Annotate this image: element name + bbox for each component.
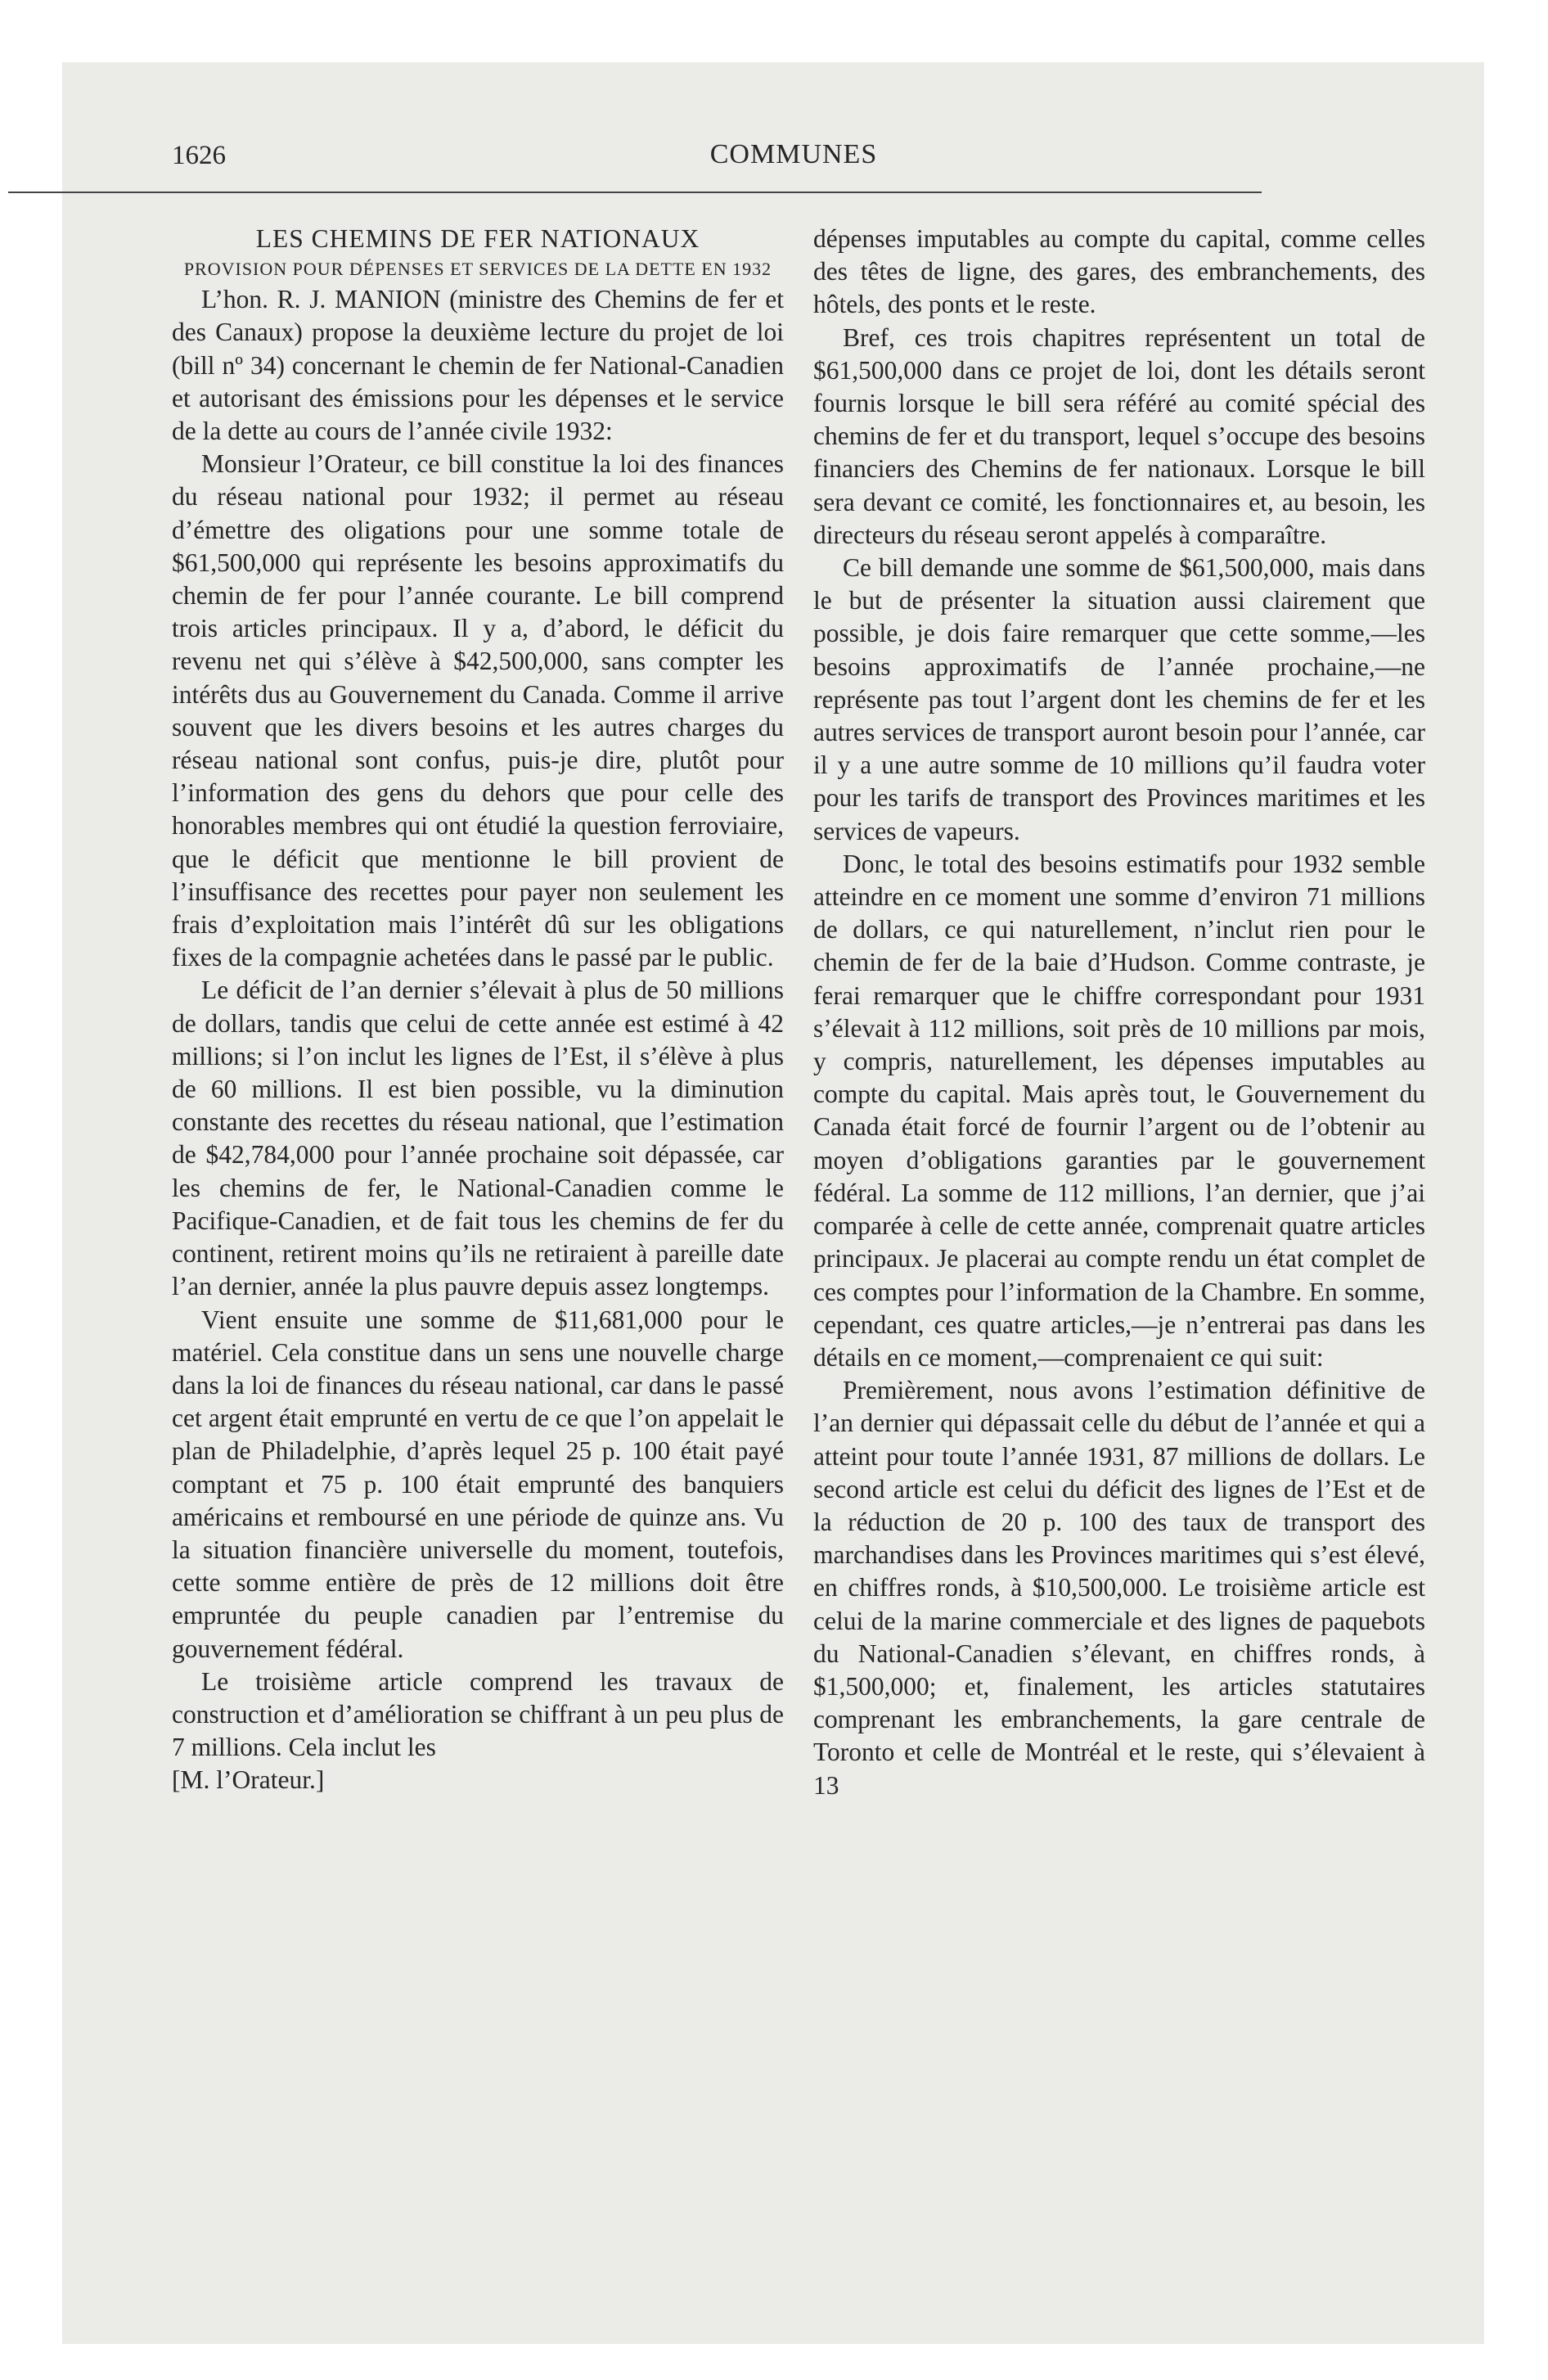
paragraph: dépenses imputables au compte du capital, comme celles des têtes de ligne, des gares, des embranchements, des hôtels, des ponts et le reste. bbox=[813, 224, 1425, 319]
paragraph: Monsieur l’Orateur, ce bill constitue la loi des finances du réseau national pour 1932; il permet au réseau d’émettre des oligations pour une somme totale de $61,500,000 qui représente les besoins approximatifs du chemin de fer pour l’année courante. Le bill comprend trois articles principaux. Il y a, d’abord, le déficit du revenu net qui s’élève à $42,500,000, sans compter les intérêts dus au Gouvernement du Canada. Comme il arrive souvent que les divers besoins et les autres charges du réseau national sont confus, puis-je dire, plutôt pour l’information des gens du dehors que pour celle des honorables membres qui ont étudié la question ferroviaire, que le déficit que mentionne le bill provient de l’insuffisance des recettes pour payer non seulement les frais d’exploitation mais l’intérêt dû sur les obligations fixes de la compagnie achetées dans le passé par le public. bbox=[172, 449, 784, 972]
right-column bbox=[813, 223, 1425, 1802]
left-column bbox=[172, 223, 784, 1797]
paragraph: Le déficit de l’an dernier s’élevait à plus de 50 millions de dollars, tandis que celui de cette année est estimé à 42 millions; si l’on inclut les lignes de l’Est, il s’élève à plus de 60 millions. Il est bien possible, vu la diminution constante des recettes du réseau national, que l’estimation de $42,784,000 pour l’année prochaine soit dépassée, car les chemins de fer, le National-Canadien comme le Pacifique-Canadien, et de fait tous les chemins de fer du continent, retirent moins qu’ils ne retiraient à pareille date l’an dernier, année la plus pauvre depuis assez longtemps. bbox=[172, 976, 784, 1301]
paragraph: Donc, le total des besoins estimatifs pour 1932 semble atteindre en ce moment une somme d’environ 71 millions de dollars, ce qui naturellement, n’inclut rien pour le chemin de fer de la baie d’Hudson. Comme contraste, je ferai remarquer que le chiffre correspondant pour 1931 s’élevait à 112 millions, soit près de 10 millions par mois, y compris, naturellement, les dépenses imputables au compte du capital. Mais après tout, le Gouvernement du Canada était forcé de fournir l’argent ou de l’obtenir au moyen d’obligations garanties par le gouvernement fédéral. La somme de 112 millions, l’an dernier, que j’ai comparée à celle de cette année, comprenait quatre articles principaux. Je placerai au compte rendu un état complet de ces comptes pour l’information de la Chambre. En somme, cependant, ces quatre articles,—je n’entrerai pas dans les détails en ce moment,—comprenaient ce qui suit: bbox=[813, 849, 1425, 1372]
running-head: COMMUNES bbox=[709, 139, 878, 169]
paragraph: Le troisième article comprend les travaux de construction et d’amélioration se chiffrant à un peu plus de 7 millions. Cela inclut les bbox=[172, 1666, 784, 1762]
page-header bbox=[164, 139, 1424, 182]
document-page bbox=[164, 139, 1425, 1800]
paragraph: L’hon. R. J. MANION (ministre des Chemins de fer et des Canaux) propose la deuxième lecture du projet de loi (bill nº 34) concernant le chemin de fer National-Canadien et autorisant des émissions pour les dépenses et le service de la dette au cours de l’année civile 1932: bbox=[172, 285, 784, 446]
paragraph: Vient ensuite une somme de $11,681,000 pour le matériel. Cela constitue dans un sens une nouvelle charge dans la loi de finances du réseau national, car dans le passé cet argent était emprunté en vertu de ce que l’on appelait le plan de Philadelphie, d’après lequel 25 p. 100 était payé comptant et 75 p. 100 était emprunté des banquiers américains et remboursé en une période de quinze ans. Vu la situation financière universelle du moment, toutefois, cette somme entière de près de 12 millions doit être empruntée du peuple canadien par l’entremise du gouvernement fédéral. bbox=[172, 1305, 784, 1663]
page-number: 1626 bbox=[172, 141, 226, 170]
section-title: LES CHEMINS DE FER NATIONAUX bbox=[255, 224, 700, 253]
section-subtitle: PROVISION POUR DÉPENSES ET SERVICES DE LA DETTE EN 1932 bbox=[183, 259, 772, 280]
header-rule bbox=[8, 192, 1262, 193]
paragraph: Ce bill demande une somme de $61,500,000, mais dans le but de présenter la situation aussi clairement que possible, je dois faire remarquer que cette somme,—les besoins approximatifs de l’année prochaine,—ne représente pas tout l’argent dont les chemins de fer et les autres services de transport auront besoin pour l’année, car il y a une autre somme de 10 millions qu’il faudra voter pour les tarifs de transport des Provinces maritimes et les services de vapeurs. bbox=[813, 553, 1425, 845]
paragraph: Bref, ces trois chapitres représentent un total de $61,500,000 dans ce projet de loi, dont les détails seront fournis lorsque le bill sera référé au comité spécial des chemins de fer et du transport, lequel s’occupe des besoins financiers des Chemins de fer nationaux. Lorsque le bill sera devant ce comité, les fonctionnaires et, au besoin, les directeurs du réseau seront appelés à comparaître. bbox=[813, 322, 1425, 549]
paragraph: Premièrement, nous avons l’estimation définitive de l’an dernier qui dépassait celle du début de l’année et qui a atteint pour toute l’année 1931, 87 millions de dollars. Le second article est celui du déficit des lignes de l’Est et de la réduction de 20 p. 100 des taux de transport des marchandises dans les Provinces maritimes qui s’est élevé, en chiffres ronds, à $10,500,000. Le troisième article est celui de la marine commerciale et des lignes de paquebots du National-Canadien s’élevant, en chiffres ronds, à $1,500,000; et, finalement, les articles statutaires comprenant les embranchements, la gare centrale de Toronto et celle de Montréal et le reste, qui s’élevaient à 13 bbox=[813, 1376, 1425, 1800]
speaker-footer: [M. l’Orateur.] bbox=[172, 1765, 325, 1795]
